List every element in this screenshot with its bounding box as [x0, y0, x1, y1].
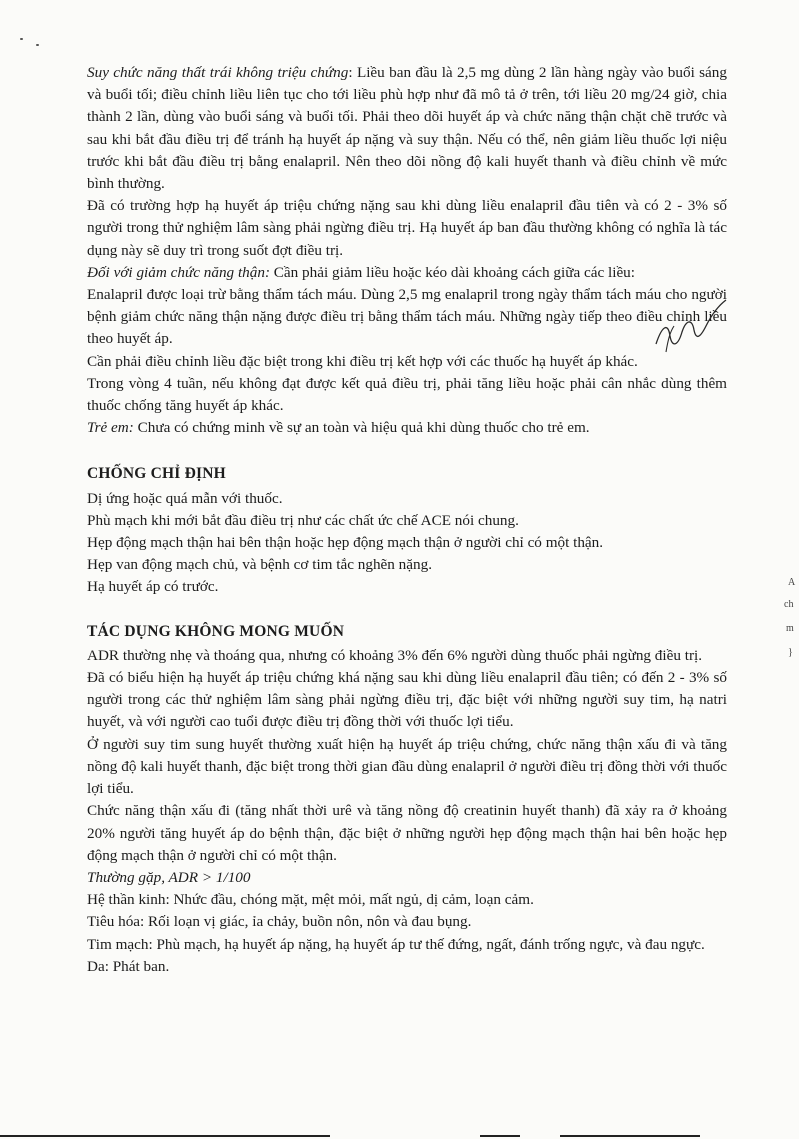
- contraindication-item: Hẹp động mạch thận hai bên thận hoặc hẹp động mạch thận ở người chỉ có một thận.: [87, 534, 604, 552]
- document-body: [87, 62, 727, 978]
- heading-adverse-effects: TÁC DỤNG KHÔNG MONG MUỐN: [87, 622, 345, 640]
- common-adr-label: Thường gặp, ADR > 1/100: [87, 868, 251, 886]
- paragraph-adr-mild: ADR thường nhẹ và thoáng qua, nhưng có khoảng 3% đến 6% người dùng thuốc phải ngừng điều trị.: [87, 646, 703, 664]
- contraindication-item: Hẹp van động mạch chủ, và bệnh cơ tim tắc nghẽn nặng.: [87, 556, 433, 574]
- edge-fragment: }: [788, 647, 793, 658]
- italic-lead: Đối với giảm chức năng thận:: [87, 263, 270, 281]
- contraindication-item: Phù mạch khi mới bắt đầu điều trị như các chất ức chế ACE nói chung.: [87, 511, 519, 529]
- italic-lead: Trẻ em:: [87, 419, 134, 437]
- edge-fragment: m: [786, 623, 794, 634]
- contraindication-item: Dị ứng hoặc quá mẫn với thuốc.: [87, 489, 283, 507]
- paragraph-adr-hypotension: Đã có biểu hiện hạ huyết áp triệu chứng khá nặng sau khi dùng liều enalapril đầu tiên; có đến 2 - 3% số người trong các thử nghiệm lâm sàng phải ngừng điều trị, đặc biệt với những người suy tim, hạ natri huyết, và với người cao tuổi được điều trị đồng thời với thuốc lợi tiểu.: [87, 669, 727, 731]
- paragraph-hemodialysis: Enalapril được loại trừ bằng thẩm tách máu. Dùng 2,5 mg enalapril trong ngày thẩm tách máu cho người bệnh giảm chức năng thận nặng được điều trị bằng thẩm tách máu. Những ngày tiếp theo điều chỉnh liều theo huyết áp.: [87, 286, 727, 348]
- paragraph-text: : Liều ban đầu là 2,5 mg dùng 2 lần hàng ngày vào buổi sáng và buổi tối; điều chỉnh liều liên tục cho tới liều phù hợp như đã mô tả ở trên, tới liều 20 mg/24 giờ, chia thành 2 lần, dùng vào buổi sáng và buổi tối. Phải theo dõi huyết áp và chức năng thận chặt chẽ trước và sau khi bắt đầu điều trị để tránh hạ huyết áp nặng và suy thận. Nếu có thể, nên giảm liều thuốc lợi niệu trước khi bắt đầu điều trị bằng enalapril. Nên theo dõi nồng độ kali huyết thanh và điều chỉnh về mức bình thường.: [87, 64, 727, 193]
- italic-lead: Suy chức năng thất trái không triệu chứng: [87, 64, 349, 81]
- paragraph-adr-heart-failure: Ở người suy tim sung huyết thường xuất hiện hạ huyết áp triệu chứng, chức năng thận xấu đi và tăng nồng độ kali huyết thanh, đặc biệt trong thời gian đầu dùng enalapril ở người điều trị đồng thời với thuốc lợi tiểu.: [87, 735, 727, 798]
- paragraph-hypotension-note: Đã có trường hợp hạ huyết áp triệu chứng nặng sau khi dùng liều enalapril đầu tiên và có 2 - 3% số người trong thử nghiệm lâm sàng phải ngừng điều trị. Hạ huyết áp ban đầu thường không có nghĩa là tác dụng này sẽ duy trì trong suốt đợt điều trị.: [87, 197, 727, 259]
- scan-edge-line: [0, 1135, 330, 1137]
- adr-cardiovascular: Tim mạch: Phù mạch, hạ huyết áp nặng, hạ huyết áp tư thế đứng, ngất, đánh trống ngực, và đau ngực.: [87, 935, 705, 953]
- contraindication-item: Hạ huyết áp có trước.: [87, 578, 219, 596]
- paragraph-dose-adjustment: Cần phải điều chỉnh liều đặc biệt trong khi điều trị kết hợp với các thuốc hạ huyết áp khác.: [87, 352, 638, 370]
- paragraph-adr-renal: Chức năng thận xấu đi (tăng nhất thời urê và tăng nồng độ creatinin huyết thanh) đã xảy ra ở khoảng 20% người tăng huyết áp do bệnh thận, đặc biệt ở những người hẹp động mạch thận hai bên hoặc hẹp động mạch thận ở người chỉ có một thận.: [87, 802, 727, 864]
- paragraph-left-ventricular-dysfunction: [87, 62, 727, 195]
- adr-nervous-system: Hệ thần kinh: Nhức đầu, chóng mặt, mệt mỏi, mất ngủ, dị cảm, loạn cảm.: [87, 891, 534, 909]
- heading-contraindications: CHỐNG CHỈ ĐỊNH: [87, 465, 226, 483]
- signature-mark: [648, 296, 728, 356]
- edge-fragment: A: [788, 577, 796, 588]
- adr-digestive: Tiêu hóa: Rối loạn vị giác, ỉa chảy, buồn nôn, nôn và đau bụng.: [87, 913, 472, 931]
- scan-edge-line: [560, 1135, 700, 1137]
- paragraph-text: Chưa có chứng minh về sự an toàn và hiệu quả khi dùng thuốc cho trẻ em.: [133, 419, 590, 437]
- paragraph-text: Cần phải giảm liều hoặc kéo dài khoảng cách giữa các liều:: [270, 263, 635, 281]
- paragraph-four-weeks: Trong vòng 4 tuần, nếu không đạt được kết quả điều trị, phải tăng liều hoặc phải cân nhắc dùng thêm thuốc chống tăng huyết áp khác.: [87, 374, 727, 415]
- paragraph-children: [87, 417, 727, 439]
- edge-fragment: ch: [784, 599, 794, 610]
- scan-speck: [20, 38, 23, 40]
- scan-speck: [36, 44, 39, 46]
- scan-edge-line: [480, 1135, 520, 1137]
- paragraph-renal-impairment: [87, 262, 727, 284]
- adr-skin: Da: Phát ban.: [87, 957, 170, 975]
